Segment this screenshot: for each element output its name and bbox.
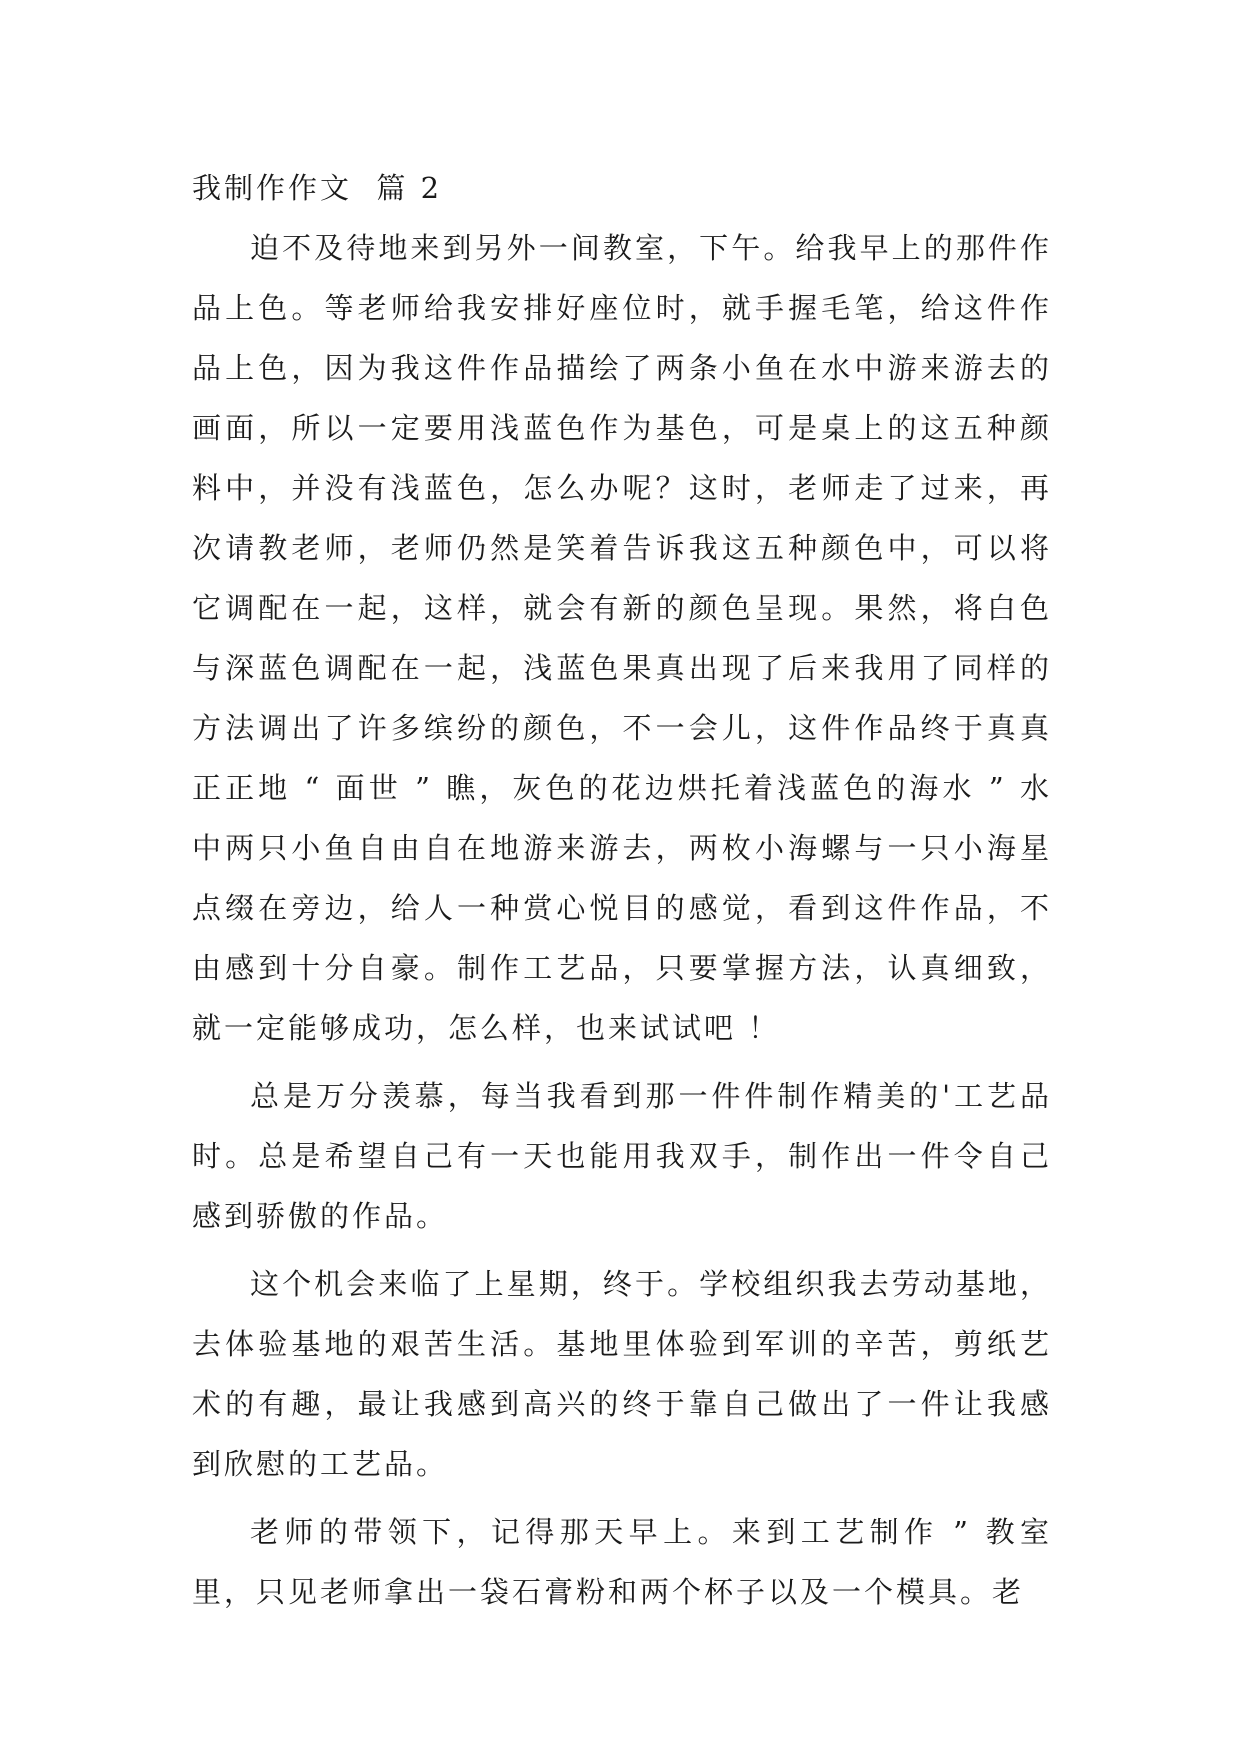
paragraph-3: 这个机会来临了上星期，终于。学校组织我去劳动基地，去体验基地的艰苦生活。基地里体验到军训的辛苦，剪纸艺术的有趣，最让我感到高兴的终于靠自己做出了一件让我感到欣慰的工艺品。 xyxy=(192,1267,1052,1481)
paragraph-4: 老师的带领下，记得那天早上。来到工艺制作 ” 教室里，只见老师拿出一袋石膏粉和两个杯子以及一个模具。老 xyxy=(192,1515,1052,1609)
document-body xyxy=(192,158,1052,1630)
paragraph-2: 总是万分羡慕，每当我看到那一件件制作精美的'工艺品时。总是希望自己有一天也能用我双手，制作出一件令自己感到骄傲的作品。 xyxy=(192,1079,1052,1233)
essay-title: 我制作作文 篇 2 xyxy=(192,171,443,205)
paragraph-1: 迫不及待地来到另外一间教室，下午。给我早上的那件作品上色。等老师给我安排好座位时，就手握毛笔，给这件作品上色，因为我这件作品描绘了两条小鱼在水中游来游去的画面，所以一定要用浅蓝色作为基色，可是桌上的这五种颜料中，并没有浅蓝色，怎么办呢？这时，老师走了过来，再次请教老师，老师仍然是笑着告诉我这五种颜色中，可以将它调配在一起，这样，就会有新的颜色呈现。果然，将白色与深蓝色调配在一起，浅蓝色果真出现了后来我用了同样的方法调出了许多缤纷的颜色，不一会儿，这件作品终于真真正正地 “ 面世 ” 瞧，灰色的花边烘托着浅蓝色的海水 ” 水中两只小鱼自由自在地游来游去，两枚小海螺与一只小海星点缀在旁边，给人一种赏心悦目的感觉，看到这件作品，不由感到十分自豪。制作工艺品，只要掌握方法，认真细致，就一定能够成功，怎么样，也来试试吧 ！ xyxy=(192,231,1052,1045)
